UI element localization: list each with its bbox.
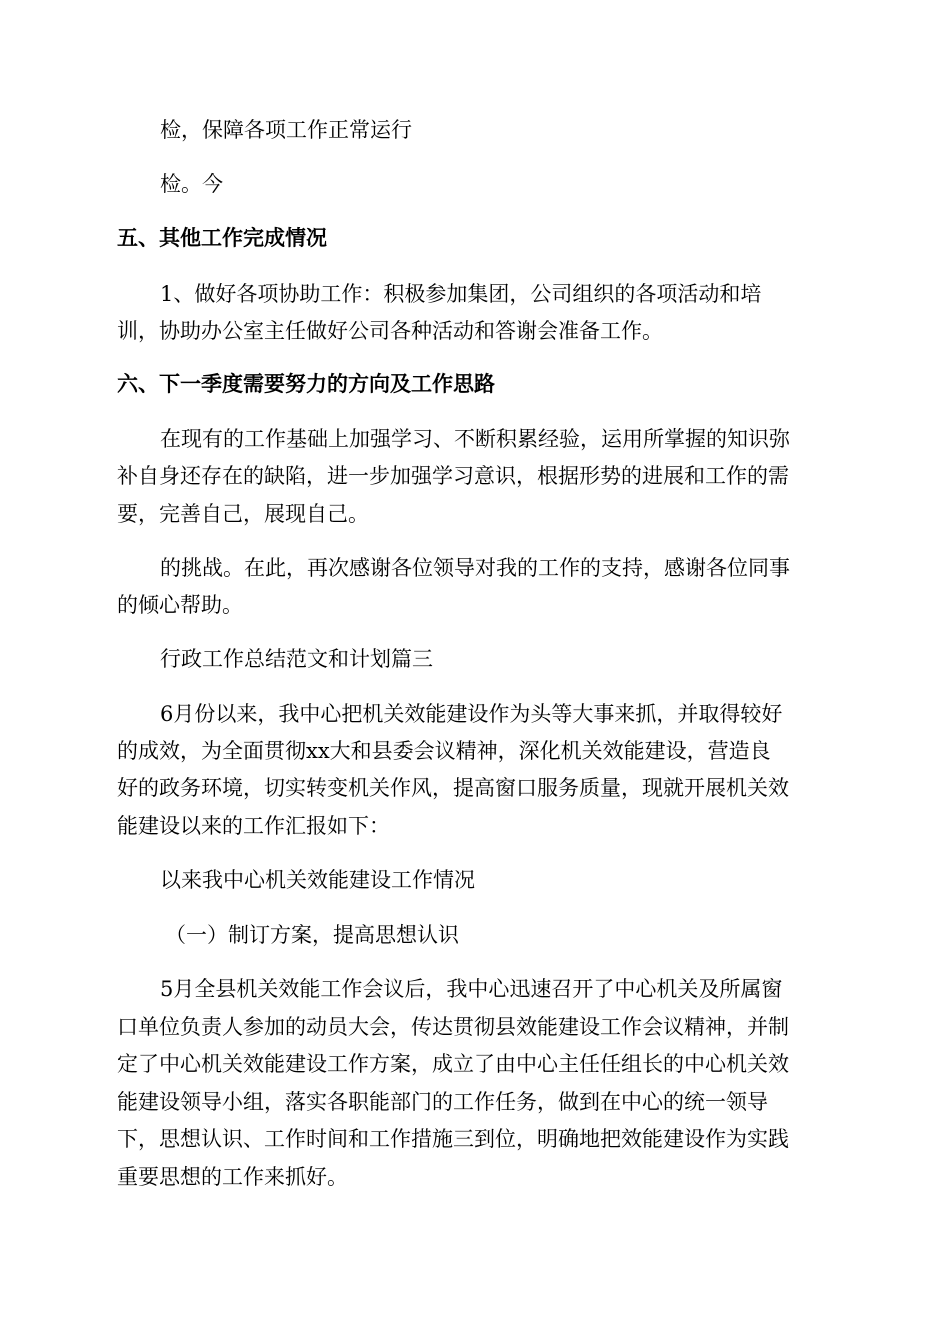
paragraph-line: 定了中心机关效能建设工作方案，成立了由中心主任任组长的中心机关效 — [117, 1052, 789, 1076]
paragraph-line: 训，协助办公室主任做好公司各种活动和答谢会准备工作。 — [117, 319, 663, 343]
paragraph-line: 以来我中心机关效能建设工作情况 — [160, 868, 475, 892]
paragraph-line: 的挑战。在此，再次感谢各位领导对我的工作的支持，感谢各位同事 — [160, 556, 790, 580]
paragraph-line: 检。今 — [160, 172, 223, 196]
section-heading: 六、下一季度需要努力的方向及工作思路 — [117, 372, 495, 396]
paragraph-line: 能建设领导小组，落实各职能部门的工作任务，做到在中心的统一领导 — [117, 1090, 768, 1114]
paragraph-line: 的倾心帮助。 — [117, 593, 243, 617]
paragraph-line: 在现有的工作基础上加强学习、不断积累经验，运用所掌握的知识弥 — [160, 427, 790, 451]
section-heading: 五、其他工作完成情况 — [117, 226, 327, 250]
paragraph-line: 口单位负责人参加的动员大会，传达贯彻县效能建设工作会议精神，并制 — [117, 1015, 789, 1039]
paragraph-line: 好的政务环境，切实转变机关作风，提高窗口服务质量，现就开展机关效 — [117, 776, 789, 800]
paragraph-line: 下，思想认识、工作时间和工作措施三到位，明确地把效能建设作为实践 — [117, 1127, 789, 1151]
paragraph-line: 的成效，为全面贯彻xx大和县委会议精神，深化机关效能建设，营造良 — [117, 739, 771, 763]
paragraph-line: 检，保障各项工作正常运行 — [160, 118, 412, 142]
paragraph-line: 1、做好各项协助工作：积极参加集团，公司组织的各项活动和培 — [160, 282, 762, 306]
paragraph-line: 重要思想的工作来抓好。 — [117, 1165, 348, 1189]
subsection-heading: （一）制订方案，提高思想认识 — [165, 923, 459, 947]
paragraph-line: 5月全县机关效能工作会议后，我中心迅速召开了中心机关及所属窗 — [160, 977, 783, 1001]
paragraph-line: 行政工作总结范文和计划篇三 — [160, 647, 433, 671]
paragraph-line: 要，完善自己，展现自己。 — [117, 502, 369, 526]
paragraph-line: 6月份以来，我中心把机关效能建设作为头等大事来抓，并取得较好 — [160, 702, 783, 726]
paragraph-line: 补自身还存在的缺陷，进一步加强学习意识，根据形势的进展和工作的需 — [117, 464, 789, 488]
paragraph-line: 能建设以来的工作汇报如下： — [117, 814, 390, 838]
